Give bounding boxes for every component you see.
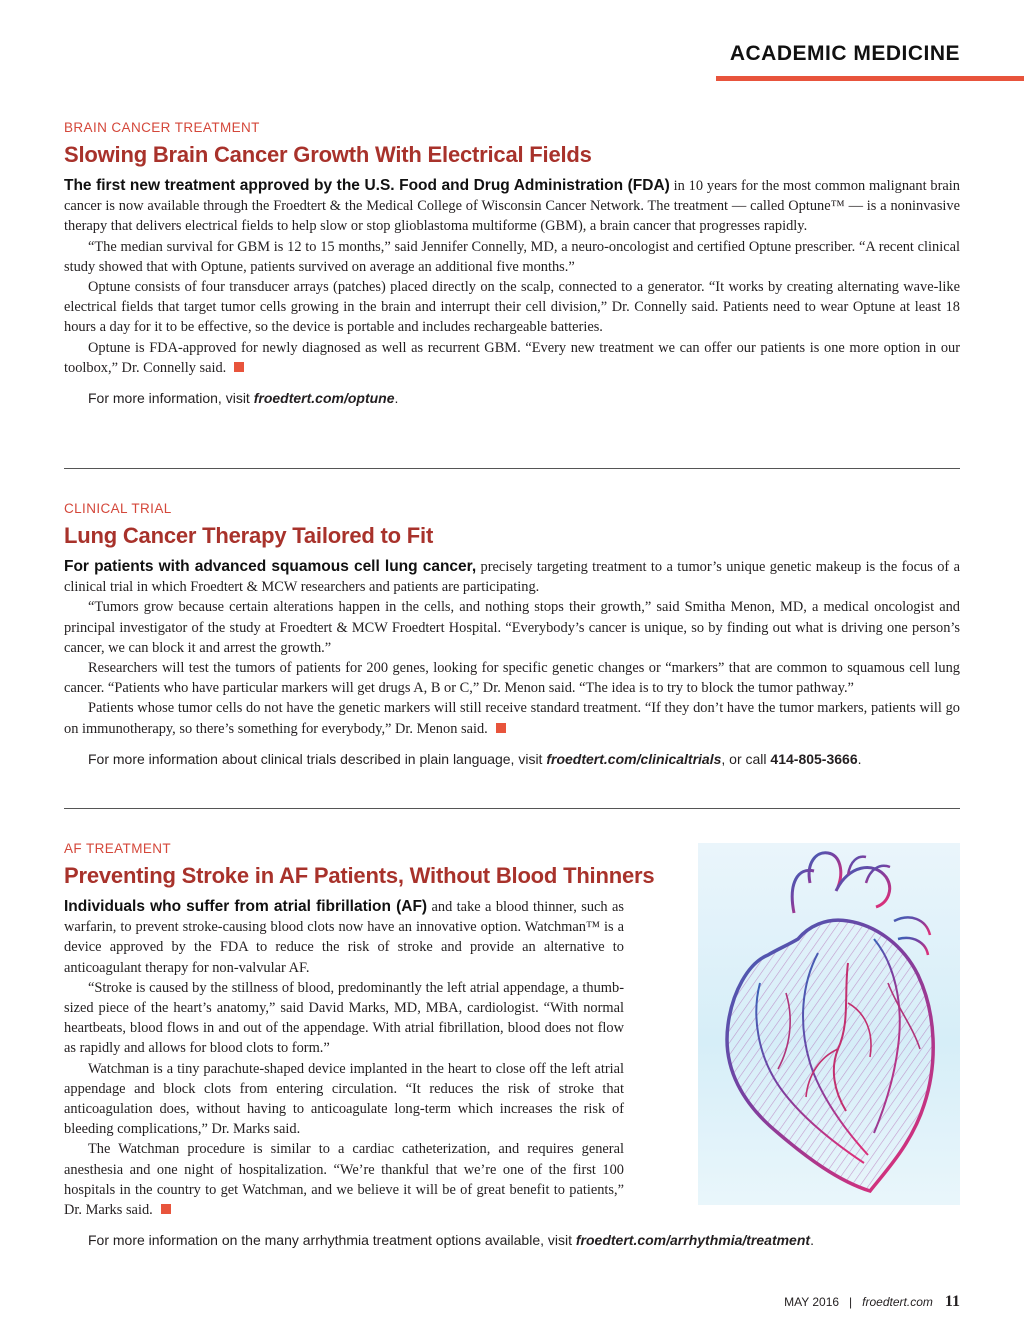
article-kicker: AF TREATMENT	[64, 841, 172, 856]
article-lung-cancer	[64, 501, 960, 767]
footer-separator: |	[849, 1295, 853, 1309]
issue-date: MAY 2016	[784, 1295, 840, 1309]
more-info	[88, 751, 960, 767]
more-info-text: For more information about clinical trials described in plain language, visit	[88, 750, 547, 767]
more-info-end: .	[810, 1232, 814, 1249]
section-label: ACADEMIC MEDICINE	[729, 42, 960, 65]
lead-paragraph	[64, 557, 960, 597]
more-info-link[interactable]: froedtert.com/optune	[253, 390, 395, 407]
lead-text: precisely targeting treatment to a tumor’s unique genetic makeup is the focus of a clinical trial in which Froedtert & MCW researchers and patients are participating.	[64, 559, 960, 596]
anatomical-heart-icon	[698, 843, 960, 1205]
article-body	[64, 897, 624, 1220]
phone-number[interactable]: 414-805-3666	[770, 750, 858, 767]
paragraph	[64, 698, 960, 738]
article-body	[64, 176, 960, 378]
paragraph: “Stroke is caused by the stillness of blood, predominantly the left atrial appendage, a thumb-sized piece of the heart’s anatomy,” said David Marks, MD, MBA, cardiologist. “With normal heartbeats, blood flows in and out of the appendage. With atrial fibrillation, blood does not flow as rapidly and allows for blood clots to form.”	[64, 979, 624, 1057]
lead-text: in 10 years for the most common malignant brain cancer is now available through the Froedtert & the Medical College of Wisconsin Cancer Network. The treatment — called Optune™ — is a noninvasive therapy that delivers electrical fields to help slow or stop glioblastoma multiforme (GBM), a brain cancer that progresses rapidly.	[64, 178, 960, 235]
lead-paragraph	[64, 897, 624, 978]
paragraph: Optune consists of four transducer arrays (patches) placed directly on the scalp, connected to a generator. “It works by creating alternating wave-like electrical fields that target tumor cells growing in the brain and interrupt their cell division,” Dr. Connelly said. Patients need to wear Optune at least 18 hours a day for it to be effective, so the device is portable and includes rechargeable batteries.	[64, 279, 960, 336]
heart-illustration	[698, 843, 960, 1205]
paragraph-text: Optune is FDA-approved for newly diagnosed as well as recurrent GBM. “Every new treatment we can offer our patients is one more option in our toolbox,” Dr. Connelly said.	[64, 339, 960, 376]
paragraph-text: Patients whose tumor cells do not have the genetic markers will still receive standard treatment. “If they don’t have the tumor markers, patients will go on immunotherapy, so there’s something for everybody,” Dr. Menon said.	[64, 700, 960, 737]
page-number: 11	[944, 1293, 960, 1310]
page-footer	[784, 1293, 960, 1311]
end-mark-icon	[234, 362, 244, 372]
lead-text: and take a blood thinner, such as warfarin, to prevent stroke-causing blood clots now have an innovative option. Watchman™ is a device approved by the FDA to reduce the risk of stroke and provide an alternative to anticoagulant therapy for non-valvular AF.	[64, 899, 624, 976]
lead-in: The first new treatment approved by the U.S. Food and Drug Administration (FDA)	[64, 177, 670, 194]
end-mark-icon	[161, 1204, 171, 1214]
more-info-middle: , or call	[721, 750, 771, 767]
more-info-text: For more information on the many arrhythmia treatment options available, visit	[88, 1232, 576, 1249]
paragraph: Watchman is a tiny parachute-shaped device implanted in the heart to close off the left atrial appendage and block clots from entering circulation. “It reduces the risk of stroke that anticoagulation does, without having to anticoagulate long-term which increases the risk of bleeding complications,” Dr. Marks said.	[64, 1060, 624, 1138]
paragraph: Researchers will test the tumors of patients for 200 genes, looking for specific genetic changes or “markers” that are common to squamous cell lung cancer. “Patients who have particular markers will get drugs A, B or C,” Dr. Menon said. “The idea is to try to block the tumor pathway.”	[64, 660, 960, 697]
more-info-link[interactable]: froedtert.com/arrhythmia/treatment	[575, 1232, 811, 1249]
lead-paragraph	[64, 176, 960, 237]
more-info-end: .	[857, 750, 862, 767]
paragraph: “Tumors grow because certain alterations happen in the cells, and nothing stops their growth,” said Smitha Menon, MD, a medical oncologist and principal investigator of the study at Froedtert & MCW Froedtert Hospital. “Everybody’s cancer is unique, so by finding out what is driving one person’s cancer, we can block it and arrest the growth.”	[64, 599, 960, 656]
paragraph-text: The Watchman procedure is similar to a cardiac catheterization, and requires general anesthesia and one night of hospitalization. “We’re thankful that we’re one of the first 100 hospitals in the country to get Watchman, and we believe it will be of great benefit to patients,” Dr. Marks said.	[64, 1141, 624, 1219]
article-brain-cancer	[64, 120, 960, 406]
more-info-link[interactable]: froedtert.com/clinicaltrials	[546, 750, 722, 767]
section-accent-bar	[716, 76, 1024, 81]
article-headline: Slowing Brain Cancer Growth With Electrical Fields	[64, 142, 592, 167]
more-info-end: .	[394, 390, 399, 407]
more-info-text: For more information, visit	[88, 390, 254, 407]
lead-in: For patients with advanced squamous cell lung cancer,	[64, 558, 477, 575]
more-info	[88, 1232, 960, 1248]
section-divider	[64, 808, 960, 809]
section-divider	[64, 468, 960, 469]
footer-site: froedtert.com	[862, 1295, 933, 1309]
end-mark-icon	[496, 723, 506, 733]
article-headline: Preventing Stroke in AF Patients, Without Blood Thinners	[64, 863, 655, 888]
article-body	[64, 557, 960, 739]
more-info	[88, 390, 960, 406]
lead-in: Individuals who suffer from atrial fibrillation (AF)	[64, 898, 428, 915]
paragraph: “The median survival for GBM is 12 to 15 months,” said Jennifer Connelly, MD, a neuro-oncologist and certified Optune prescriber. “A recent clinical study showed that with Optune, patients survived on average an additional five months.”	[64, 238, 960, 275]
paragraph	[64, 1139, 624, 1220]
article-kicker: BRAIN CANCER TREATMENT	[64, 120, 260, 135]
article-kicker: CLINICAL TRIAL	[64, 501, 172, 516]
article-headline: Lung Cancer Therapy Tailored to Fit	[64, 523, 434, 548]
paragraph	[64, 338, 960, 378]
